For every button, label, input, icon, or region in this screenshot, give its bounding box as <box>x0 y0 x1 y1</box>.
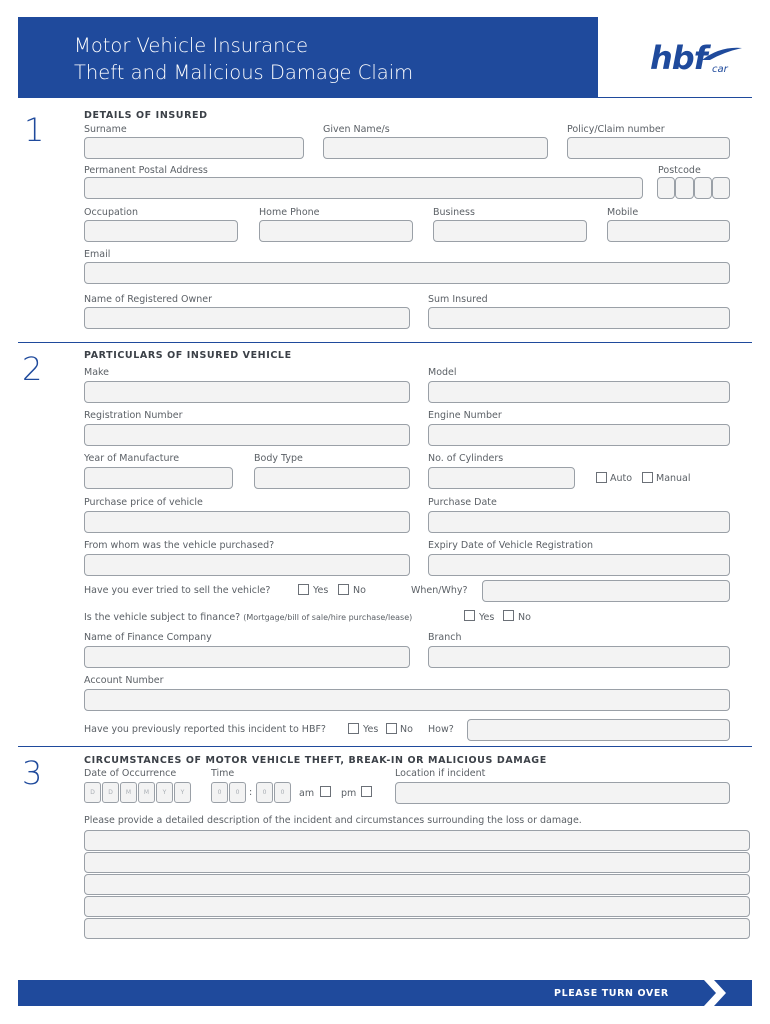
registration-number-field[interactable] <box>84 424 410 446</box>
purchase-price-field[interactable] <box>84 511 410 533</box>
reported-no-checkbox[interactable] <box>386 723 397 734</box>
date-day-digit[interactable]: D <box>102 782 119 803</box>
account-number-field[interactable] <box>84 689 730 711</box>
am-checkbox[interactable] <box>320 786 331 797</box>
purchase-date-field[interactable] <box>428 511 730 533</box>
section-divider <box>18 746 752 747</box>
postal-address-label: Permanent Postal Address <box>84 165 208 176</box>
registered-owner-field[interactable] <box>84 307 410 329</box>
location-label: Location if incident <box>395 768 486 779</box>
occupation-field[interactable] <box>84 220 238 242</box>
purchase-date-label: Purchase Date <box>428 497 497 508</box>
time-minute-digit[interactable]: 0 <box>256 782 273 803</box>
year-of-manufacture-field[interactable] <box>84 467 233 489</box>
reported-no-label: No <box>400 724 413 735</box>
expiry-registration-field[interactable] <box>428 554 730 576</box>
business-phone-field[interactable] <box>433 220 587 242</box>
pm-label: pm <box>341 788 357 799</box>
description-prompt: Please provide a detailed description of the incident and circumstances surrounding the loss or damage. <box>84 815 582 826</box>
finance-question-label <box>84 612 412 624</box>
home-phone-field[interactable] <box>259 220 413 242</box>
date-year-digit[interactable]: Y <box>174 782 191 803</box>
mobile-field[interactable] <box>607 220 730 242</box>
reported-yes-label: Yes <box>363 724 379 735</box>
manual-label: Manual <box>656 473 691 484</box>
when-why-field[interactable] <box>482 580 730 602</box>
business-phone-label: Business <box>433 207 475 218</box>
model-label: Model <box>428 367 457 378</box>
finance-question-text: Is the vehicle subject to finance? <box>84 612 241 623</box>
date-year-digit[interactable]: Y <box>156 782 173 803</box>
reported-yes-checkbox[interactable] <box>348 723 359 734</box>
tried-to-sell-no-checkbox[interactable] <box>338 584 349 595</box>
surname-label: Surname <box>84 124 127 135</box>
description-line-field[interactable] <box>84 874 750 895</box>
body-type-field[interactable] <box>254 467 410 489</box>
how-label: How? <box>428 724 454 735</box>
cylinders-field[interactable] <box>428 467 575 489</box>
description-line-field[interactable] <box>84 852 750 873</box>
date-month-digit[interactable]: M <box>138 782 155 803</box>
finance-company-field[interactable] <box>84 646 410 668</box>
given-names-label: Given Name/s <box>323 124 390 135</box>
time-minute-digit[interactable]: 0 <box>274 782 291 803</box>
how-field[interactable] <box>467 719 730 741</box>
hbf-logo-sub: car <box>712 64 728 75</box>
sum-insured-label: Sum Insured <box>428 294 488 305</box>
time-hour-digit[interactable]: 0 <box>211 782 228 803</box>
purchase-price-label: Purchase price of vehicle <box>84 497 203 508</box>
am-label: am <box>299 788 315 799</box>
sum-insured-field[interactable] <box>428 307 730 329</box>
model-field[interactable] <box>428 381 730 403</box>
engine-number-field[interactable] <box>428 424 730 446</box>
auto-checkbox[interactable] <box>596 472 607 483</box>
please-turn-over-text: PLEASE TURN OVER <box>554 988 669 999</box>
form-title <box>74 32 413 86</box>
time-hour-digit[interactable]: 0 <box>229 782 246 803</box>
description-line-field[interactable] <box>84 918 750 939</box>
date-of-occurrence-label: Date of Occurrence <box>84 768 177 779</box>
engine-number-label: Engine Number <box>428 410 502 421</box>
tried-to-sell-yes-checkbox[interactable] <box>298 584 309 595</box>
given-names-field[interactable] <box>323 137 548 159</box>
form-title-line2: Theft and Malicious Damage Claim <box>74 61 414 84</box>
expiry-registration-label: Expiry Date of Vehicle Registration <box>428 540 594 551</box>
form-title-line1: Motor Vehicle Insurance <box>74 34 309 57</box>
section-number-1: 1 <box>24 111 45 149</box>
section-number-3: 3 <box>22 754 43 792</box>
postcode-label: Postcode <box>658 165 701 176</box>
description-line-field[interactable] <box>84 830 750 851</box>
branch-field[interactable] <box>428 646 730 668</box>
turn-over-arrow-icon <box>704 980 752 1006</box>
home-phone-label: Home Phone <box>259 207 320 218</box>
registered-owner-label: Name of Registered Owner <box>84 294 213 305</box>
email-field[interactable] <box>84 262 730 284</box>
finance-no-checkbox[interactable] <box>503 610 514 621</box>
finance-question-note: (Mortgage/bill of sale/hire purchase/lease) <box>243 613 413 622</box>
postcode-digit-field[interactable] <box>694 177 712 199</box>
year-of-manufacture-label: Year of Manufacture <box>84 453 180 464</box>
hbf-logo: hbf <box>650 39 707 77</box>
postcode-digit-field[interactable] <box>657 177 675 199</box>
surname-field[interactable] <box>84 137 304 159</box>
registration-number-label: Registration Number <box>84 410 183 421</box>
purchased-from-label: From whom was the vehicle purchased? <box>84 540 275 551</box>
auto-label: Auto <box>610 473 633 484</box>
cylinders-label: No. of Cylinders <box>428 453 504 464</box>
tried-to-sell-no-label: No <box>353 585 366 596</box>
tried-to-sell-yes-label: Yes <box>313 585 329 596</box>
postcode-digit-field[interactable] <box>675 177 694 199</box>
description-line-field[interactable] <box>84 896 750 917</box>
occupation-label: Occupation <box>84 207 138 218</box>
reported-question-label: Have you previously reported this incident to HBF? <box>84 724 326 735</box>
section-heading-particulars: PARTICULARS OF INSURED VEHICLE <box>84 350 292 361</box>
logo-swoosh-icon <box>700 44 744 64</box>
branch-label: Branch <box>428 632 462 643</box>
tried-to-sell-label: Have you ever tried to sell the vehicle? <box>84 585 271 596</box>
section-divider <box>18 342 752 343</box>
section-number-2: 2 <box>22 350 43 388</box>
postcode-digit-field[interactable] <box>712 177 730 199</box>
postal-address-field[interactable] <box>84 177 643 199</box>
make-label: Make <box>84 367 110 378</box>
date-day-digit[interactable]: D <box>84 782 101 803</box>
account-number-label: Account Number <box>84 675 164 686</box>
section-heading-circumstances: CIRCUMSTANCES OF MOTOR VEHICLE THEFT, BREAK-IN OR MALICIOUS DAMAGE <box>84 755 547 766</box>
policy-number-field[interactable] <box>567 137 730 159</box>
finance-yes-label: Yes <box>479 612 495 623</box>
mobile-label: Mobile <box>607 207 639 218</box>
section-heading-details-of-insured: DETAILS OF INSURED <box>84 110 208 121</box>
purchased-from-field[interactable] <box>84 554 410 576</box>
time-label: Time <box>211 768 235 779</box>
manual-checkbox[interactable] <box>642 472 653 483</box>
time-colon: : <box>249 787 253 798</box>
location-field[interactable] <box>395 782 730 804</box>
finance-yes-checkbox[interactable] <box>464 610 475 621</box>
finance-no-label: No <box>518 612 531 623</box>
body-type-label: Body Type <box>254 453 303 464</box>
finance-company-label: Name of Finance Company <box>84 632 212 643</box>
header-divider <box>18 97 752 98</box>
make-field[interactable] <box>84 381 410 403</box>
date-month-digit[interactable]: M <box>120 782 137 803</box>
email-label: Email <box>84 249 111 260</box>
policy-number-label: Policy/Claim number <box>567 124 665 135</box>
pm-checkbox[interactable] <box>361 786 372 797</box>
when-why-label: When/Why? <box>411 585 468 596</box>
